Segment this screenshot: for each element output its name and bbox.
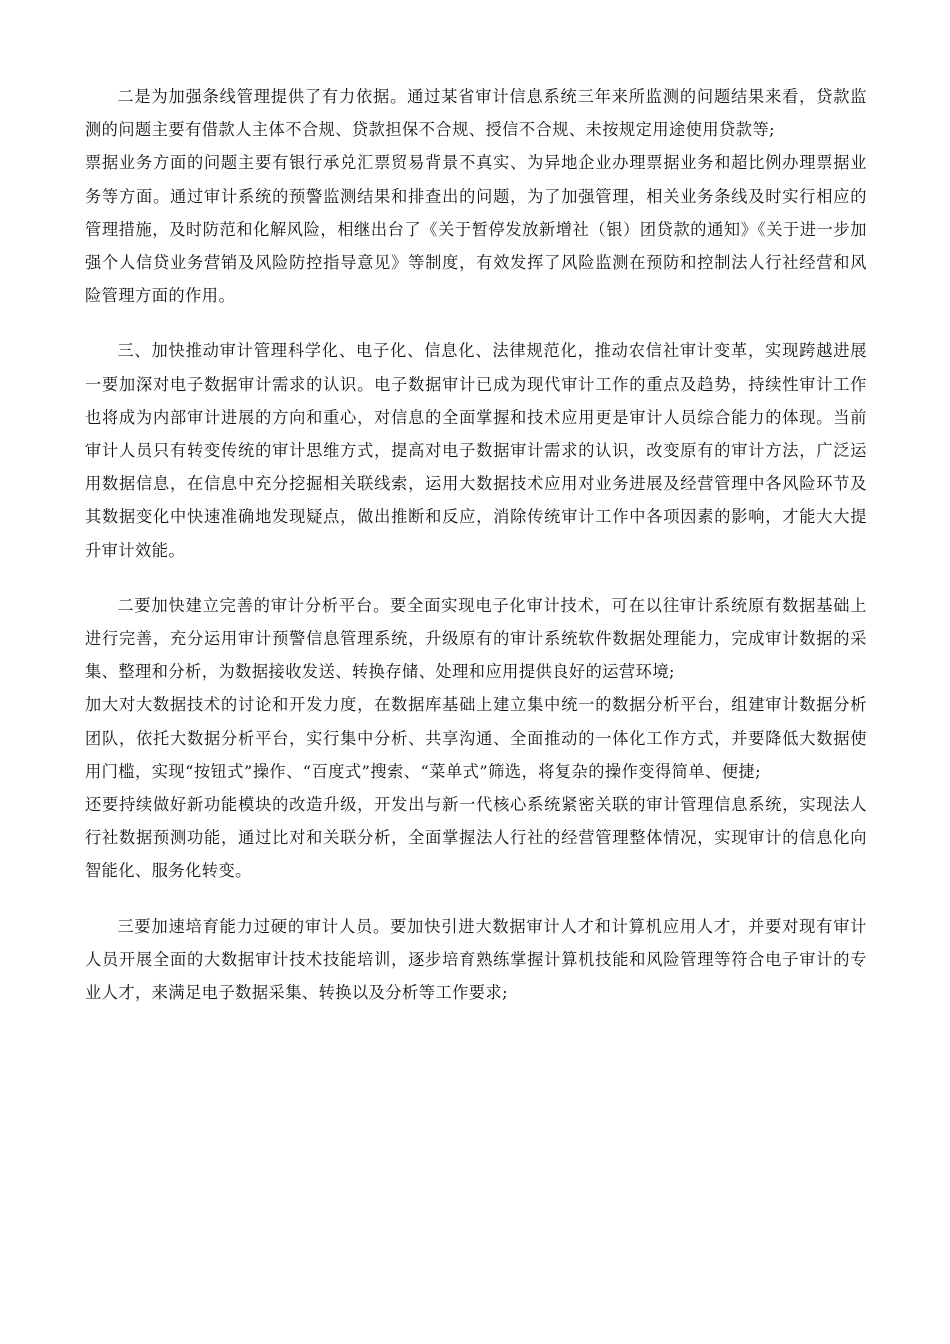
paragraph-big-data-development: 加大对大数据技术的讨论和开发力度，在数据库基础上建立集中统一的数据分析平台，组建审计数据分析团队，依托大数据分析平台，实行集中分析、共享沟通、全面推动的一体化工作方式，并要降低大数据使用门槛，实现“按钮式”操作、“百度式”搜索、“菜单式”筛选，将复杂的操作变得简单、便捷; <box>85 695 867 781</box>
paragraph-bill-business-issues: 票据业务方面的问题主要有银行承兑汇票贸易背景不真实、为异地企业办理票据业务和超比例办理票据业务等方面。通过审计系统的预警监测结果和排查出的问题，为了加强管理，相关业务条线及时实行相应的管理措施，及时防范和化解风险，相继出台了《关于暂停发放新增社（银）团贷款的通知》《关于进一步加强个人信贷业务营销及风险防控指导意见》等制度，有效发挥了风险监测在预防和控制法人行社经营和风险管理方面的作用。 <box>85 153 867 306</box>
paragraph-module-upgrade: 还要持续做好新功能模块的改造升级，开发出与新一代核心系统紧密关联的审计管理信息系统，实现法人行社数据预测功能，通过比对和关联分析，全面掌握法人行社的经营管理整体情况，实现审计的信息化向智能化、服务化转变。 <box>85 795 867 881</box>
document-body <box>85 80 867 1009</box>
paragraph-audit-analysis-platform: 二要加快建立完善的审计分析平台。要全面实现电子化审计技术，可在以往审计系统原有数据基础上进行完善，充分运用审计预警信息管理系统，升级原有的审计系统软件数据处理能力，完成审计数据的采集、整理和分析，为数据接收发送、转换存储、处理和应用提供良好的运营环境; <box>85 595 867 682</box>
paragraph-audit-staff-training: 三要加速培育能力过硬的审计人员。要加快引进大数据审计人才和计算机应用人才，并要对现有审计人员开展全面的大数据审计技术技能培训，逐步培育熟练掌握计算机技能和风险管理等符合电子审计的专业人才，来满足电子数据采集、转换以及分析等工作要求; <box>85 916 867 1003</box>
paragraph-line-management-basis: 二是为加强条线管理提供了有力依据。通过某省审计信息系统三年来所监测的问题结果来看，贷款监测的问题主要有借款人主体不合规、贷款担保不合规、授信不合规、未按规定用途使用贷款等; <box>85 87 867 140</box>
paragraph-audit-reform-awareness: 三、加快推动审计管理科学化、电子化、信息化、法律规范化，推动农信社审计变革，实现跨越进展一要加深对电子数据审计需求的认识。电子数据审计已成为现代审计工作的重点及趋势，持续性审计工作也将成为内部审计进展的方向和重心，对信息的全面掌握和技术应用更是审计人员综合能力的体现。当前审计人员只有转变传统的审计思维方式，提高对电子数据审计需求的认识，改变原有的审计方法，广泛运用数据信息，在信息中充分挖掘相关联线索，运用大数据技术应用对业务进展及经营管理中各风险环节及其数据变化中快速准确地发现疑点，做出推断和反应，消除传统审计工作中各项因素的影响，才能大大提升审计效能。 <box>85 341 867 560</box>
